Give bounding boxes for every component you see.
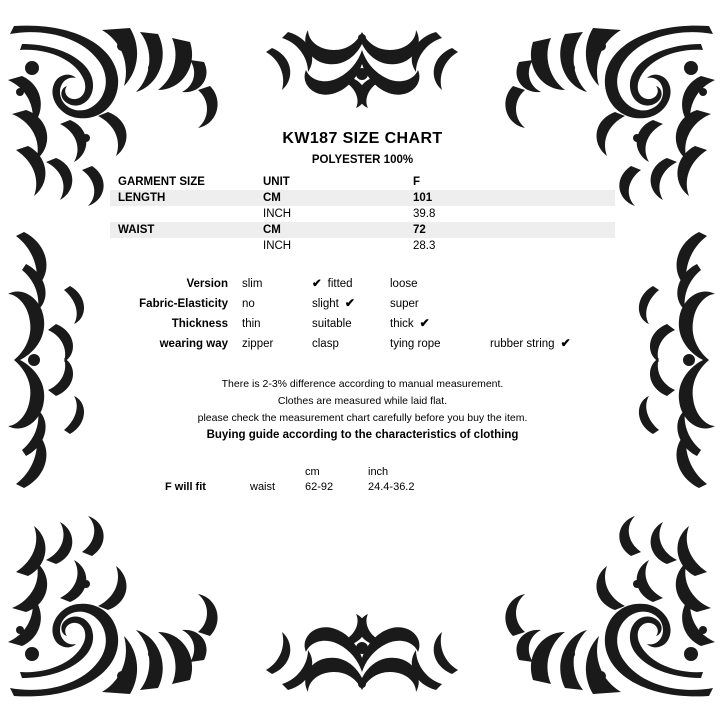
- row-unit: INCH: [263, 240, 292, 252]
- fit-header-part: [250, 466, 305, 478]
- row-value: 39.8: [413, 208, 436, 220]
- option-check-mark: ✔: [344, 296, 355, 310]
- row-value: 72: [413, 224, 426, 236]
- note-line: please check the measurement chart carefully before you buy the item.: [197, 412, 528, 424]
- option-label: slight: [312, 298, 339, 310]
- option-fitted[interactable]: [312, 276, 390, 290]
- ornament-right-center-icon: [625, 230, 715, 490]
- option-label: no: [242, 298, 255, 310]
- option-suitable[interactable]: [312, 318, 390, 330]
- fit-cm-value: 62-92: [305, 481, 334, 493]
- page-title: KW187 SIZE CHART: [282, 130, 443, 147]
- attribute-label: Fabric-Elasticity: [139, 298, 228, 310]
- measurement-notes: [110, 376, 615, 444]
- fit-table-header-row: [110, 466, 615, 478]
- ornament-top-center-icon: [252, 28, 472, 128]
- attribute-row-wearing-way: [110, 336, 615, 356]
- option-label: zipper: [242, 338, 274, 350]
- table-row: [110, 206, 615, 222]
- table-row: [110, 222, 615, 238]
- option-slight[interactable]: [312, 296, 390, 310]
- row-label: LENGTH: [118, 192, 166, 204]
- attribute-label: wearing way: [159, 338, 228, 350]
- option-check-mark: ✔: [312, 278, 322, 290]
- row-unit: CM: [263, 224, 281, 236]
- fit-inch-value: 24.4-36.2: [368, 481, 415, 493]
- ornament-left-center-icon: [8, 230, 98, 490]
- option-check-mark: ✔: [419, 316, 430, 330]
- fit-size-label: F will fit: [165, 481, 206, 493]
- fit-part-label: waist: [250, 481, 276, 493]
- option-label: tying rope: [390, 338, 441, 350]
- ornament-bottom-right-icon: [491, 512, 721, 702]
- option-check-mark: ✔: [560, 336, 571, 350]
- note-line: There is 2-3% difference according to manual measurement.: [221, 378, 504, 390]
- attribute-row-thickness: [110, 316, 615, 336]
- header-size-f: F: [413, 176, 421, 188]
- material-subtitle: POLYESTER 100%: [311, 154, 414, 166]
- option-thick[interactable]: [390, 316, 490, 330]
- fit-header-size: [165, 466, 250, 478]
- attribute-label: Thickness: [171, 318, 228, 330]
- size-chart-content: [110, 130, 615, 493]
- row-value: 101: [413, 192, 433, 204]
- option-slim[interactable]: [242, 278, 312, 290]
- row-unit: INCH: [263, 208, 292, 220]
- table-row: [110, 190, 615, 206]
- option-tying-rope[interactable]: [390, 338, 490, 350]
- option-loose[interactable]: [390, 278, 490, 290]
- option-label: thick: [390, 318, 414, 330]
- option-label: fitted: [327, 278, 353, 290]
- option-label: thin: [242, 318, 261, 330]
- option-super[interactable]: [390, 298, 490, 310]
- attribute-row-version: [110, 276, 615, 296]
- fit-table: [110, 466, 615, 493]
- row-value: 28.3: [413, 240, 436, 252]
- header-unit: UNIT: [263, 176, 290, 188]
- row-label: [110, 238, 263, 254]
- fit-header-inch: inch: [368, 466, 389, 478]
- fit-header-cm: cm: [305, 466, 320, 478]
- option-label: suitable: [312, 318, 352, 330]
- attribute-label: Version: [186, 278, 228, 290]
- table-row: [110, 238, 615, 254]
- row-label: WAIST: [118, 224, 155, 236]
- table-header-row: [110, 174, 615, 190]
- option-thin[interactable]: [242, 318, 312, 330]
- option-no[interactable]: [242, 298, 312, 310]
- row-unit: CM: [263, 192, 281, 204]
- option-label: rubber string: [490, 338, 555, 350]
- note-line: Clothes are measured while laid flat.: [277, 395, 448, 407]
- attribute-row-fabric-elasticity: [110, 296, 615, 316]
- option-rubber-string[interactable]: [490, 336, 610, 350]
- ornament-bottom-center-icon: [252, 594, 472, 694]
- ornament-bottom-left-icon: [2, 512, 232, 702]
- attribute-matrix: [110, 276, 615, 356]
- option-clasp[interactable]: [312, 338, 390, 350]
- size-table: [110, 174, 615, 254]
- buying-guide-heading: Buying guide according to the characteristics of clothing: [206, 429, 519, 441]
- header-garment-size: GARMENT SIZE: [118, 176, 205, 188]
- option-label: slim: [242, 278, 263, 290]
- option-label: loose: [390, 278, 418, 290]
- option-label: super: [390, 298, 419, 310]
- row-label: [110, 206, 263, 222]
- option-zipper[interactable]: [242, 338, 312, 350]
- option-label: clasp: [312, 338, 339, 350]
- fit-table-row: [110, 481, 615, 493]
